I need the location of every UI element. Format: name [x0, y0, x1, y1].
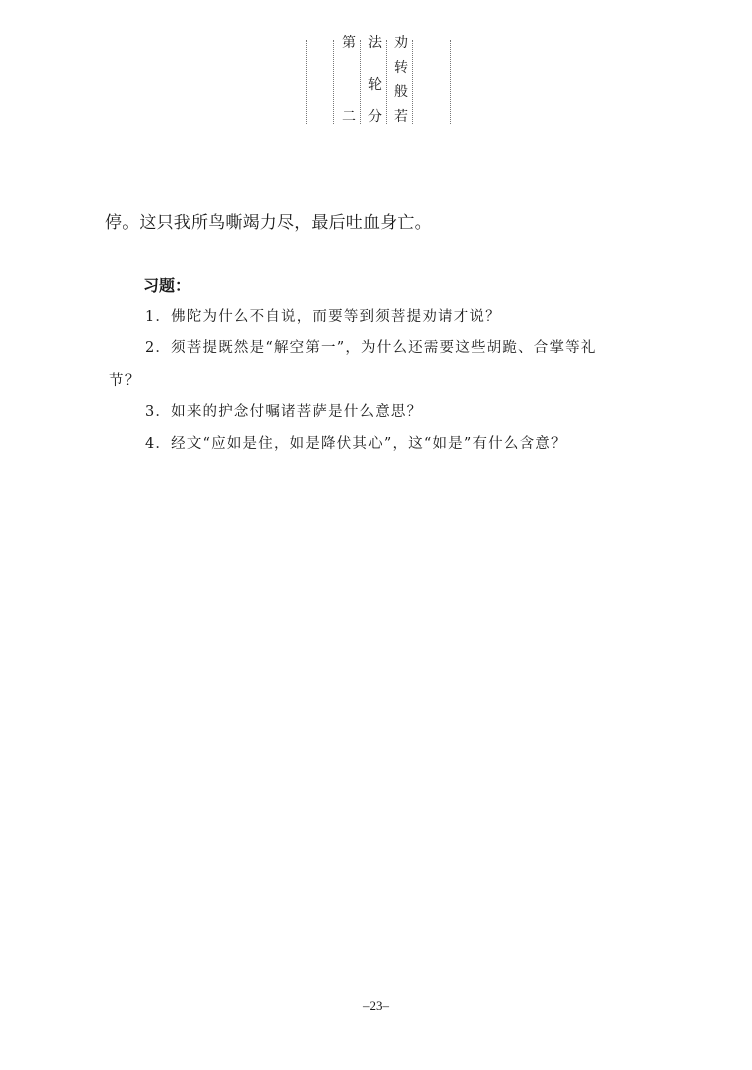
header-book-title: 劝 转 般 若 — [394, 35, 408, 125]
header-divider — [450, 40, 451, 124]
header-divider — [306, 40, 307, 124]
page-number: –23– — [363, 998, 389, 1013]
exercise-question-2-continued: 节？ — [109, 373, 141, 389]
exercise-question-3: 3．如来的护念付嘱诸菩萨是什么意思？ — [145, 404, 423, 420]
exercise-question-4: 4．经文“应如是住，如是降伏其心”，这“如是”有什么含意？ — [145, 436, 567, 452]
header-chapter-title: 法 轮 分 — [368, 35, 382, 125]
exercise-question-1: 1．佛陀为什么不自说，而要等到须菩提劝请才说？ — [145, 309, 501, 325]
header-chapter-number: 第 二 — [342, 35, 356, 125]
header-divider — [360, 40, 361, 124]
exercise-heading: 习题： — [143, 276, 192, 295]
running-header — [306, 36, 452, 124]
header-divider — [333, 40, 334, 124]
header-divider — [412, 40, 413, 124]
exercise-question-2: 2．须菩提既然是“解空第一”，为什么还需要这些胡跪、合掌等礼 — [145, 340, 597, 356]
body-paragraph: 停。这只我所鸟嘶竭力尽，最后吐血身亡。 — [105, 213, 432, 233]
header-divider — [386, 40, 387, 124]
